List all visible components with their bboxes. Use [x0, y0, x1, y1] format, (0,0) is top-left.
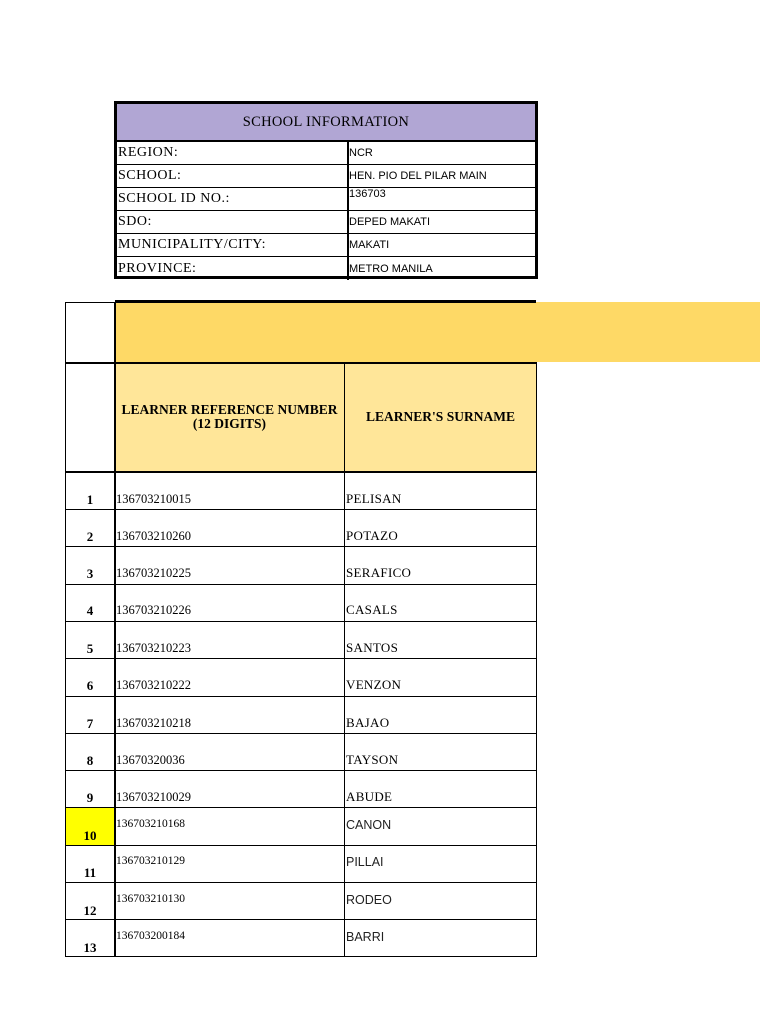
lrn-cell: 136703210015: [116, 492, 191, 506]
row-number: 12: [83, 903, 97, 918]
info-label: MUNICIPALITY/CITY:: [117, 234, 349, 256]
info-row-school: [117, 165, 535, 188]
row-number: 11: [83, 865, 97, 880]
info-label: REGION:: [117, 142, 349, 164]
info-row-region: [117, 142, 535, 165]
title-band: [115, 302, 760, 362]
lrn-cell: 136703210130: [116, 893, 185, 905]
info-label: SCHOOL:: [117, 165, 349, 187]
info-value: 136703: [349, 188, 386, 200]
row-number: 10: [83, 828, 97, 843]
lrn-cell: 136703200184: [116, 930, 185, 942]
lrn-cell: 136703210168: [116, 818, 185, 830]
info-value: NCR: [349, 147, 373, 159]
info-value: DEPED MAKATI: [349, 216, 431, 228]
surname-cell: CASALS: [346, 602, 398, 617]
surname-cell: ABUDE: [346, 789, 393, 804]
surname-cell: SANTOS: [346, 640, 399, 655]
surname-cell: POTAZO: [346, 528, 399, 543]
surname-cell: VENZON: [346, 677, 402, 692]
lrn-column-header: [115, 363, 344, 471]
school-info-table: [114, 101, 538, 279]
info-label: SCHOOL ID NO.:: [117, 188, 349, 210]
surname-cell: PELISAN: [346, 491, 402, 506]
info-row-sdo: [117, 211, 535, 234]
row-number: 6: [86, 678, 94, 693]
lrn-cell: 136703210218: [116, 716, 191, 730]
surname-cell: BAJAO: [346, 715, 390, 730]
row-number: 3: [86, 566, 94, 581]
surname-cell: TAYSON: [346, 752, 399, 767]
lrn-cell: 136703210222: [116, 678, 191, 692]
info-label: PROVINCE:: [117, 257, 349, 280]
lrn-cell: 136703210260: [116, 529, 191, 543]
school-info-header: SCHOOL INFORMATION: [117, 104, 535, 142]
info-row-school-id: [117, 188, 535, 211]
info-row-province: [117, 257, 535, 280]
lrn-cell: 136703210226: [116, 603, 191, 617]
row-number: 4: [86, 603, 94, 618]
surname-cell: BARRI: [346, 930, 385, 944]
row-number: 5: [86, 641, 94, 656]
lrn-cell: 136703210129: [116, 855, 185, 867]
info-value: HEN. PIO DEL PILAR MAIN: [349, 170, 487, 182]
lrn-header-line1: LEARNER REFERENCE NUMBER: [121, 402, 338, 417]
info-value: METRO MANILA: [349, 262, 433, 275]
lrn-cell: 13670320036: [116, 753, 185, 767]
surname-cell: RODEO: [346, 893, 392, 907]
row-number: 13: [83, 940, 97, 955]
row-number: 1: [86, 492, 94, 507]
row-number: 7: [86, 716, 94, 731]
info-value: MAKATI: [349, 239, 390, 251]
surname-cell: PILLAI: [346, 855, 384, 869]
row-number: 8: [86, 753, 94, 768]
surname-cell: CANON: [346, 818, 392, 832]
info-row-municipality: [117, 234, 535, 257]
surname-cell: SERAFICO: [346, 565, 412, 580]
lrn-cell: 136703210029: [116, 790, 191, 804]
lrn-cell: 136703210225: [116, 566, 191, 580]
row-number: 9: [86, 790, 94, 805]
surname-column-header: LEARNER'S SURNAME: [366, 409, 515, 424]
info-label: SDO:: [117, 211, 349, 233]
row-number: 2: [86, 529, 94, 544]
lrn-cell: 136703210223: [116, 641, 191, 655]
lrn-header-line2: (12 DIGITS): [192, 416, 267, 431]
